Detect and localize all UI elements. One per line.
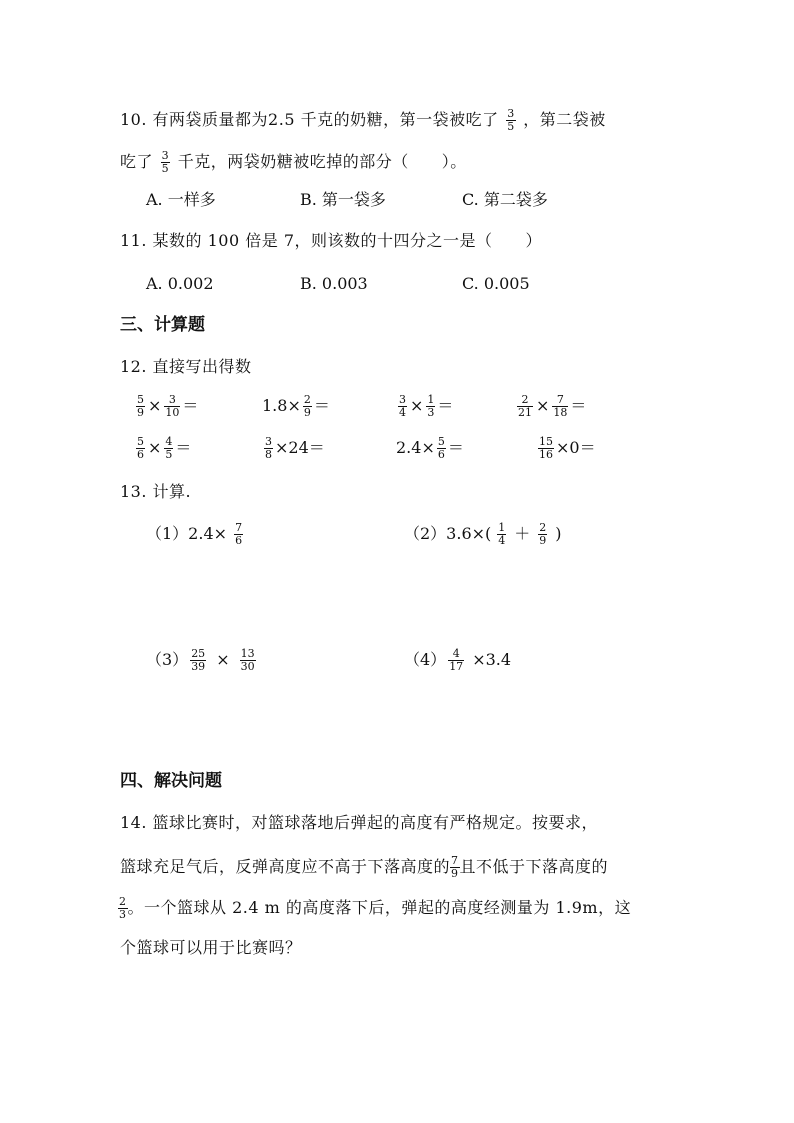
q10-line1 <box>120 108 606 133</box>
section-4-heading: 四、解决问题 <box>120 771 222 791</box>
q10-fraction-1: $\frac{3}{5}$ <box>507 107 515 134</box>
q12-item-4: $\frac{2}{21}$ × $\frac{7}{18}$ ＝ <box>518 393 587 420</box>
q11-text: 11. 某数的 100 倍是 7，则该数的十四分之一是（ ） <box>120 231 543 250</box>
q10-option-b: B. 第一袋多 <box>300 190 386 209</box>
q10-line2-end: 千克，两袋奶糖被吃掉的部分（ ）。 <box>177 152 467 172</box>
q10-line1-start: 10. 有两袋质量都为 <box>120 110 269 130</box>
q14-line4: 个篮球可以用于比赛吗？ <box>120 938 302 957</box>
q10-line1-end: ，第二袋被 <box>523 110 606 130</box>
q13-part-4: （4） $\frac{4}{17}$ ×3.4 <box>404 647 512 674</box>
q10-line2 <box>120 150 467 175</box>
q14-line3: $\frac{2}{3}$ 。一个篮球从 2.4 m 的高度落下后，弹起的高度经测量为 1.9m，这 <box>119 895 632 922</box>
section-3-heading: 三、计算题 <box>120 315 205 335</box>
q13-part-2: （2）3.6×( $\frac{1}{4}$ ＋ $\frac{2}{9}$ ) <box>404 521 562 548</box>
q10-option-c: C. 第二袋多 <box>462 190 548 209</box>
q14-line1: 14. 篮球比赛时，对篮球落地后弹起的高度有严格规定。按要求， <box>120 813 599 832</box>
q12-item-6: $\frac{3}{8}$ ×24＝ <box>265 435 325 462</box>
q12-item-1: $\frac{5}{9}$ × $\frac{3}{10}$ ＝ <box>137 393 199 420</box>
q13-title: 13. 计算. <box>120 482 192 501</box>
q12-item-7: 2.4× $\frac{5}{6}$ ＝ <box>396 435 464 462</box>
q12-item-8: $\frac{15}{16}$ ×0＝ <box>539 435 596 462</box>
q13-part-1: （1）2.4× $\frac{7}{6}$ <box>146 521 243 548</box>
q11-option-b: B. 0.003 <box>300 274 368 293</box>
q11-option-a: A. 0.002 <box>146 274 214 293</box>
q12-item-5: $\frac{5}{6}$ × $\frac{4}{5}$ ＝ <box>137 435 192 462</box>
q10-mass: 2.5 <box>268 110 295 130</box>
q12-title: 12. 直接写出得数 <box>120 357 252 376</box>
q11-option-c: C. 0.005 <box>462 274 530 293</box>
q13-part-3: （3） $\frac{25}{39}$ × $\frac{13}{30}$ <box>146 647 255 674</box>
q10-line2-start: 吃了 <box>120 152 154 172</box>
q10-fraction-2: $\frac{3}{5}$ <box>161 149 170 176</box>
q12-item-2: 1.8× $\frac{2}{9}$ ＝ <box>262 393 330 420</box>
q14-line2: 篮球充足气后，反弹高度应不高于下落高度的 $\frac{7}{9}$ 且不低于下落高度的 <box>120 854 609 881</box>
q10-line1-mid: 千克的奶糖，第一袋被吃了 <box>295 110 499 130</box>
q10-option-a: A. 一样多 <box>146 190 216 209</box>
q12-item-3: $\frac{3}{4}$ × $\frac{1}{3}$ ＝ <box>399 393 454 420</box>
